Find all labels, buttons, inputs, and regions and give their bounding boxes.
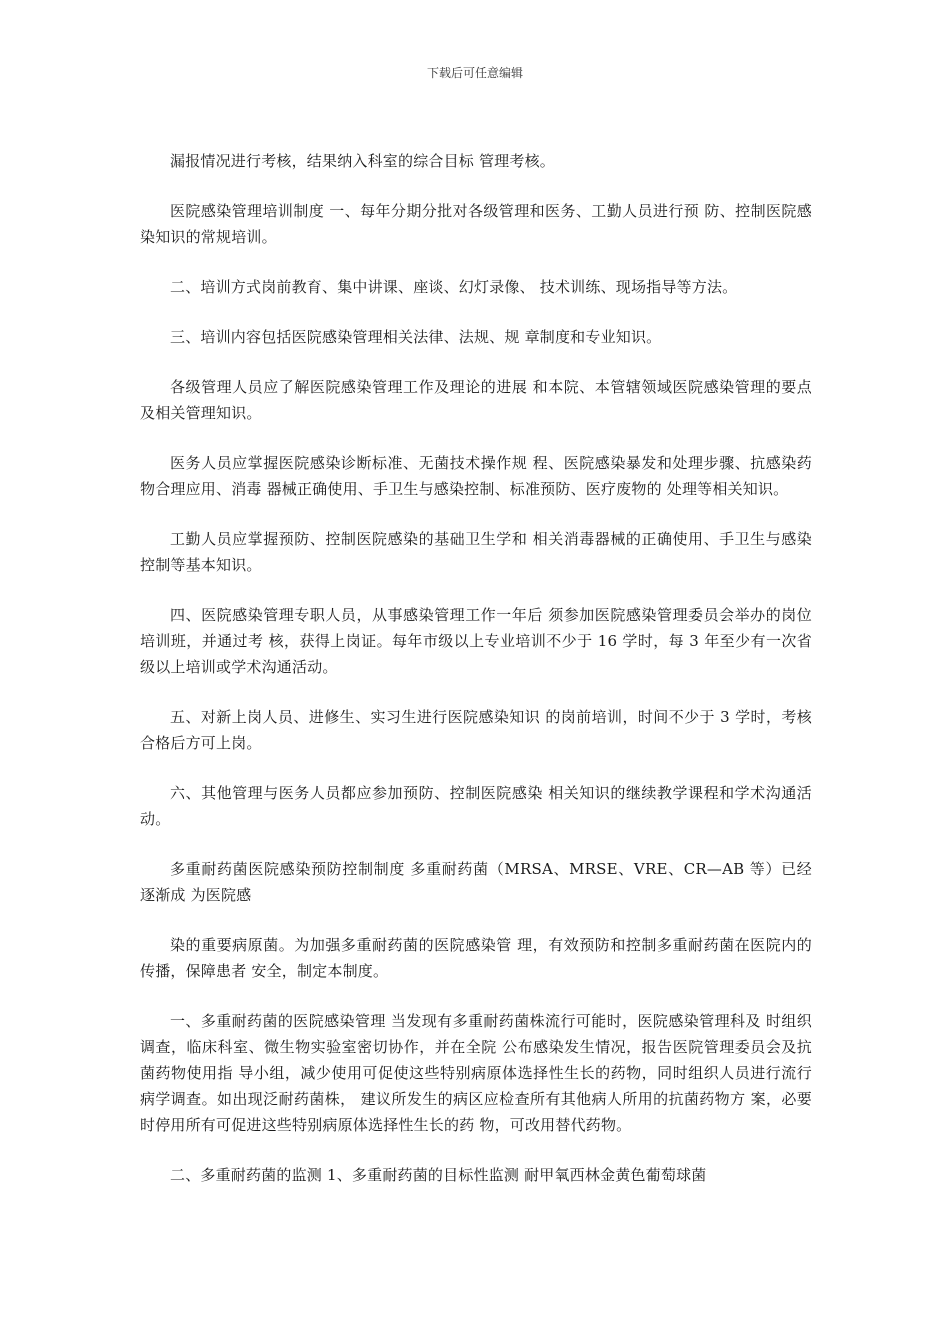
paragraph: 二、多重耐药菌的监测 1、多重耐药菌的目标性监测 耐甲氧西林金黄色葡萄球菌	[170, 1166, 707, 1184]
paragraph: 四、医院感染管理专职人员，从事感染管理工作一年后 须参加医院感染管理委员会举办的岗位培训班，并通过考 核，获得上岗证。每年市级以上专业培训不少于 16 学时，每 3 年至少有一次省级以上培训或学术沟通活动。	[140, 606, 812, 676]
paragraph: 漏报情况进行考核，结果纳入科室的综合目标 管理考核。	[170, 152, 555, 170]
paragraph: 多重耐药菌医院感染预防控制制度 多重耐药菌（MRSA、MRSE、VRE、CR—AB 等）已经逐渐成 为医院感	[140, 860, 812, 904]
paragraph: 染的重要病原菌。为加强多重耐药菌的医院感染管 理，有效预防和控制多重耐药菌在医院内的传播，保障患者 安全，制定本制度。	[140, 936, 812, 980]
paragraph: 工勤人员应掌握预防、控制医院感染的基础卫生学和 相关消毒器械的正确使用、手卫生与感染控制等基本知识。	[140, 530, 812, 574]
paragraph: 六、其他管理与医务人员都应参加预防、控制医院感染 相关知识的继续教学课程和学术沟通活动。	[140, 784, 812, 828]
paragraph: 一、多重耐药菌的医院感染管理 当发现有多重耐药菌株流行可能时，医院感染管理科及 时组织调查，临床科室、微生物实验室密切协作，并在全院 公布感染发生情况，报告医院管理委员会及抗菌药物使用指 导小组，减少使用可促使这些特别病原体选择性生长的药物，同时组织人员进行流行病学调查。如出现泛耐药菌株， 建议所发生的病区应检查所有其他病人所用的抗菌药物方 案，必要时停用所有可促进这些特别病原体选择性生长的药 物，可改用替代药物。	[140, 1012, 812, 1134]
paragraph: 各级管理人员应了解医院感染管理工作及理论的进展 和本院、本管辖领域医院感染管理的要点及相关管理知识。	[140, 378, 812, 422]
page-header: 下载后可任意编辑	[426, 66, 523, 80]
paragraph: 医务人员应掌握医院感染诊断标准、无菌技术操作规 程、医院感染暴发和处理步骤、抗感染药物合理应用、消毒 器械正确使用、手卫生与感染控制、标准预防、医疗废物的 处理等相关知识。	[140, 454, 812, 498]
paragraph: 三、培训内容包括医院感染管理相关法律、法规、规 章制度和专业知识。	[170, 328, 662, 346]
paragraph: 二、培训方式岗前教育、集中讲课、座谈、幻灯录像、 技术训练、现场指导等方法。	[170, 278, 738, 296]
document-body	[140, 148, 812, 1212]
paragraph: 五、对新上岗人员、进修生、实习生进行医院感染知识 的岗前培训，时间不少于 3 学时，考核合格后方可上岗。	[140, 708, 812, 752]
paragraph: 医院感染管理培训制度 一、每年分期分批对各级管理和医务、工勤人员进行预 防、控制医院感染知识的常规培训。	[140, 202, 812, 246]
